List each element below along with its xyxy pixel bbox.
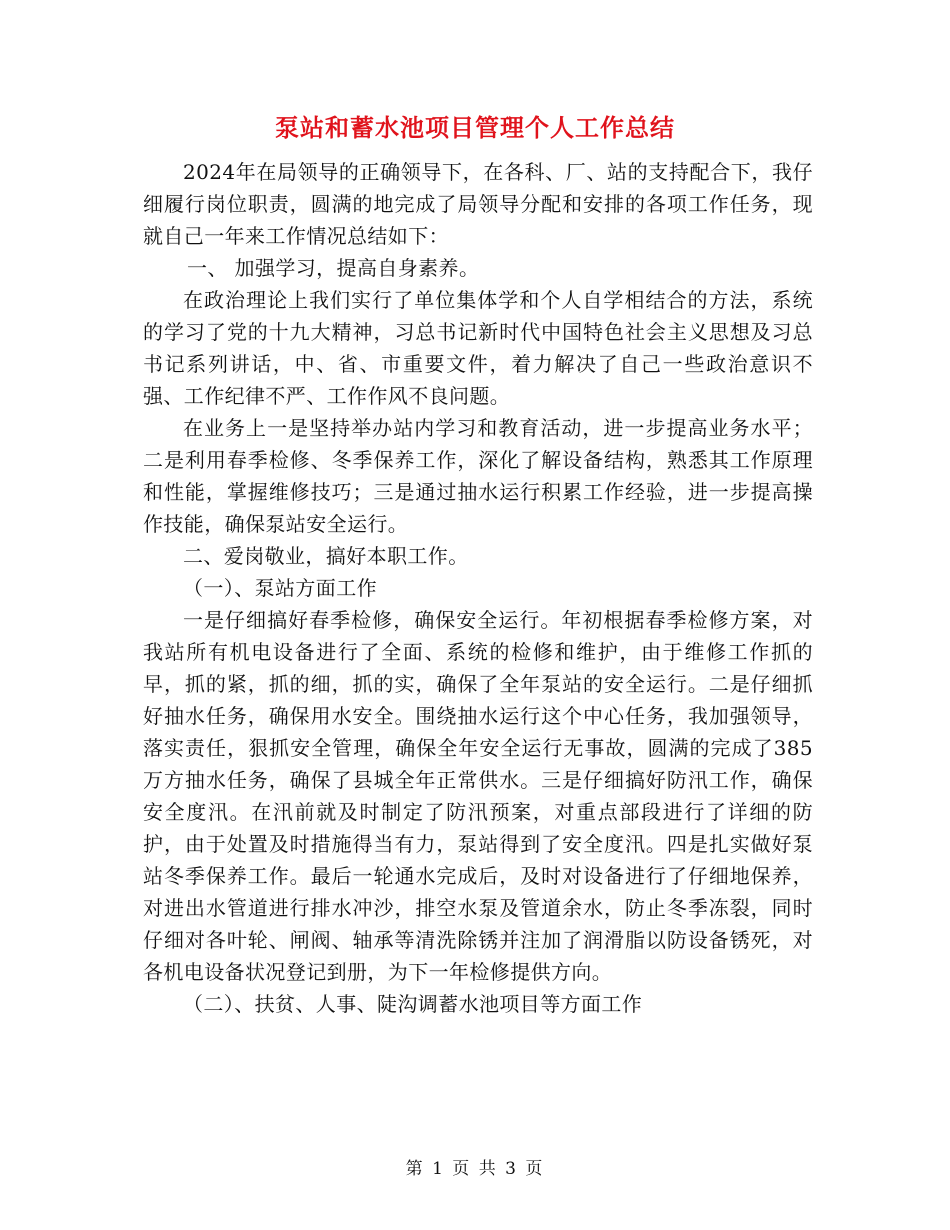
- section-heading-2: 二、爱岗敬业，搞好本职工作。: [183, 544, 469, 568]
- document-title: 泵站和蓄水池项目管理个人工作总结: [275, 113, 675, 142]
- intro-paragraph: 2024年在局领导的正确领导下，在各科、厂、站的支持配合下，我仔细履行岗位职责，圆满的地完成了局领导分配和安排的各项工作任务，现就自己一年来工作情况总结如下：: [143, 160, 813, 248]
- page-footer: 第 1 页 共 3 页: [405, 1159, 545, 1179]
- business-paragraph: 在业务上一是坚持举办站内学习和教育活动，进一步提高业务水平；二是利用春季检修、冬季保养工作，深化了解设备结构，熟悉其工作原理和性能，掌握维修技巧；三是通过抽水运行积累工作经验，进一步提高操作技能，确保泵站安全运行。: [143, 416, 813, 536]
- subsection-heading-2: （二）、扶贫、人事、陡沟调蓄水池项目等方面工作: [183, 992, 643, 1016]
- politics-paragraph: 在政治理论上我们实行了单位集体学和个人自学相结合的方法，系统的学习了党的十九大精神，习总书记新时代中国特色社会主义思想及习总书记系列讲话，中、省、市重要文件，着力解决了自己一些政治意识不强、工作纪律不严、工作作风不良问题。: [143, 288, 813, 408]
- document-body: [143, 156, 813, 1020]
- pump-station-paragraph: 一是仔细搞好春季检修，确保安全运行。年初根据春季检修方案，对我站所有机电设备进行了全面、系统的检修和维护，由于维修工作抓的早，抓的紧，抓的细，抓的实，确保了全年泵站的安全运行。二是仔细抓好抽水任务，确保用水安全。围绕抽水运行这个中心任务，我加强领导，落实责任，狠抓安全管理，确保全年安全运行无事故，圆满的完成了385万方抽水任务，确保了县城全年正常供水。三是仔细搞好防汛工作，确保安全度汛。在汛前就及时制定了防汛预案，对重点部段进行了详细的防护，由于处置及时措施得当有力，泵站得到了安全度汛。四是扎实做好泵站冬季保养工作。最后一轮通水完成后，及时对设备进行了仔细地保养，对进出水管道进行排水冲沙，排空水泵及管道余水，防止冬季冻裂，同时仔细对各叶轮、闸阀、轴承等清洗除锈并注加了润滑脂以防设备锈死，对各机电设备状况登记到册，为下一年检修提供方向。: [143, 608, 813, 984]
- section-heading-1: 一、 加强学习，提高自身素养。: [187, 256, 480, 280]
- subsection-heading-1: （一）、泵站方面工作: [183, 576, 377, 600]
